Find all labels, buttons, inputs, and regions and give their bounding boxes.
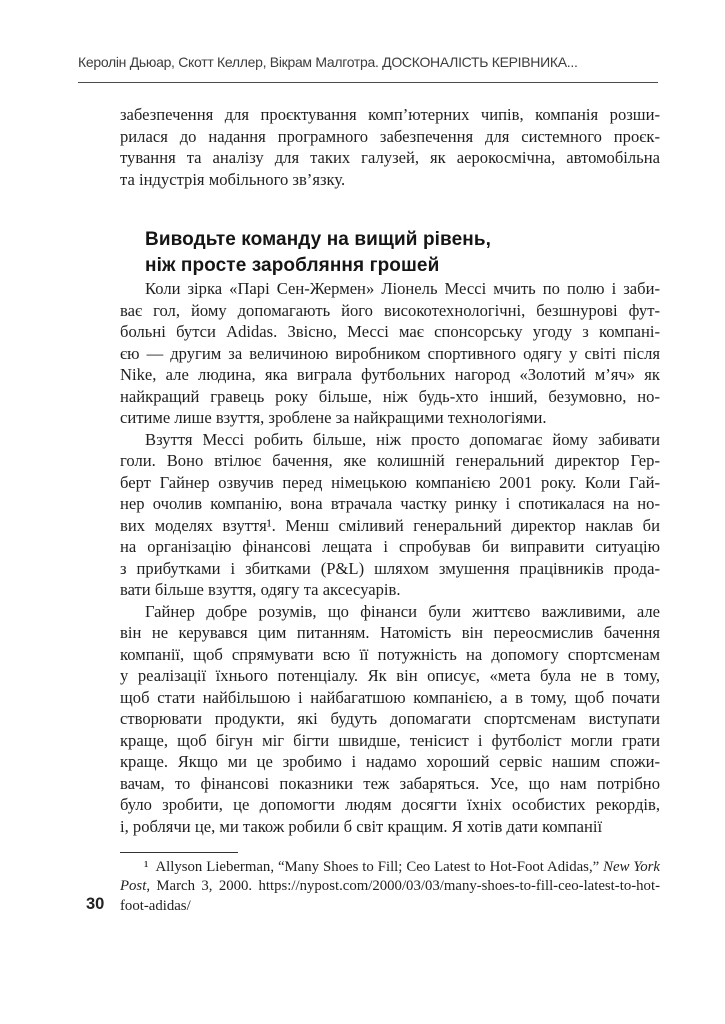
text-line: ситиме лише взуття, зроблене за найкращими технологіями. [120, 408, 547, 427]
paragraph-4 [120, 601, 660, 838]
text-line: Nike, але людина, яка виграла футбольних нагород «Золотий м’яч» як [120, 365, 660, 384]
footnote-line [120, 897, 660, 916]
section-heading-line-1: Виводьте команду на вищий рівень, [145, 229, 491, 250]
text-line: найкращий гравець року більше, ніж будь-хто інший, безумовно, но- [120, 386, 660, 406]
text-line: було зробити, це допомогти людям досягти їхніх особистих рекордів, [120, 795, 660, 814]
footnote [120, 858, 660, 916]
footnote-source-title: New York [603, 859, 660, 875]
text-line: створювати продукти, які будуть допомагати спортсменам виступати [120, 709, 660, 728]
section-heading [120, 227, 660, 278]
text-line: берт Гайнер озвучив перед німецькою компанією 2001 року. Коли Гай- [120, 472, 660, 492]
text-line: Гайнер добре розумів, що фінанси були життєво важливими, але [145, 601, 660, 621]
text-line: у реалізації їхнього потенціалу. Як він описує, «мета була не в тому, [120, 666, 660, 685]
footnote-line [120, 858, 660, 877]
text-line: на організацію фінансові лещата і спробував би виправити ситуацію [120, 537, 660, 556]
text-line: він не керувався цим питанням. Натомість він переосмислив бачення [120, 623, 660, 642]
footnote-source-title: Post [120, 878, 147, 895]
text-line: нер очолив компанію, вона втрачала частку ринку і спотикалася на но- [120, 494, 660, 513]
text-line: і, роблячи це, ми також робили б світ кращим. Я хотів дати компанії [120, 816, 603, 836]
running-header: Керолін Дьюар, Скотт Келлер, Вікрам Малготра. ДОСКОНАЛІСТЬ КЕРІВНИКА... [78, 54, 578, 70]
page-body [120, 104, 660, 837]
text-line: та індустрія мобільного зв’язку. [120, 169, 346, 189]
text-line: голи. Воно втілює бачення, яке колишній генеральний директор Гер- [120, 451, 660, 470]
text-line: забезпечення для проєктування комп’ютерних чипів, компанія розши- [120, 105, 660, 124]
paragraph-3 [120, 429, 660, 601]
footnote-citation-text: Allyson Lieberman, “Many Shoes to Fill; Ceo Latest to Hot-Foot Adidas,” [155, 859, 604, 875]
footnote-separator [120, 852, 238, 853]
text-line: краще, щоб бігун міг бігти швидше, тенісист і футболіст могли грати [120, 730, 660, 750]
text-line: ває гол, йому допомагають його високотехнологічні, безшнурові фут- [120, 300, 660, 320]
text-line: з прибутками і збитками (P&L) шляхом змушення працівників прода- [120, 558, 660, 578]
text-line: вати більше взуття, одягу та аксесуарів. [120, 580, 401, 599]
text-line: краще. Якщо ми це зробимо і надамо хороший сервіс нашим спожи- [120, 752, 660, 771]
page-number: 30 [86, 895, 105, 913]
paragraph-1 [120, 104, 660, 190]
text-line-with-footnote-ref: вих моделях взуття¹. Менш сміливий генеральний директор наклав би [120, 515, 660, 535]
paragraph-2 [120, 278, 660, 429]
text-line: Коли зірка «Парі Сен-Жермен» Ліонель Мессі мчить по полю і заби- [145, 279, 660, 298]
footnote-url-text: , March 3, 2000. https://nypost.com/2000/03/03/many-shoes-to-fill-ceo-latest-to-hot- [146, 878, 660, 895]
text-line: вачам, то фінансові показники теж забаряться. Усе, що нам потрібно [120, 773, 660, 793]
footnote-marker: ¹ [144, 859, 149, 875]
header-rule [78, 82, 658, 83]
text-line: Взуття Мессі робить більше, ніж просто допомагає йому забивати [145, 429, 660, 449]
footnote-url-text: foot-adidas/ [120, 897, 191, 914]
text-line: рилася до надання програмного забезпечення для системного проєк- [120, 126, 660, 146]
text-line: больні бутси Adidas. Звісно, Мессі має спонсорську угоду з компані- [120, 322, 660, 341]
footnote-line [120, 877, 660, 896]
section-heading-line-2: ніж просте заробляння грошей [145, 254, 440, 276]
text-line: щоб стати найбільшою і найбагатшою компанією, а в тому, щоб почати [120, 687, 660, 707]
text-line: компанії, щоб спрямувати всю її потужність на допомогу спортсменам [120, 644, 660, 664]
text-line: тування та аналізу для таких галузей, як аерокосмічна, автомобільна [120, 148, 660, 167]
text-line: єю — другим за величиною виробником спортивного одягу у світі після [120, 343, 660, 363]
